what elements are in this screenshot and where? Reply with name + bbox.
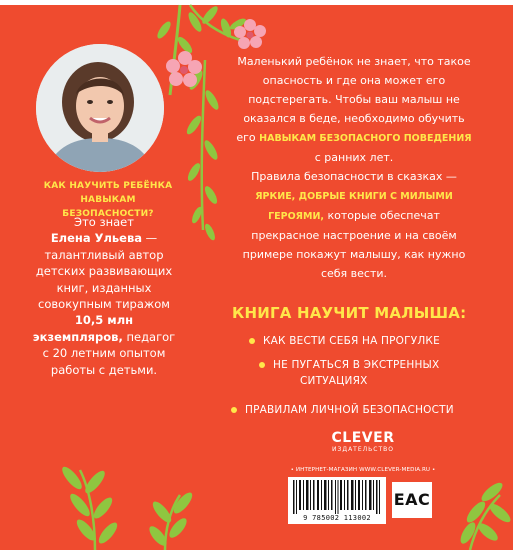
teach-item-continuation [300, 374, 367, 389]
description-p2-end: которые обеспечат прекрасное настроение и на своём примере покажут малышу, как нужно себя вести. [242, 209, 466, 280]
author-portrait-image [36, 44, 164, 172]
teach-item-text: СИТУАЦИЯХ [300, 375, 368, 387]
eac-certification-mark: EAC [392, 482, 432, 518]
teach-item-text: КАК ВЕСТИ СЕБЯ НА ПРОГУЛКЕ [263, 335, 440, 347]
book-description [234, 52, 474, 283]
teach-item [245, 403, 454, 418]
teach-item-text: НЕ ПУГАТЬСЯ В ЭКСТРЕННЫХ [273, 359, 440, 371]
barcode-digits: 9 785002 113002 [303, 514, 371, 522]
bullet-dot [259, 362, 265, 368]
author-intro: Это знает [74, 215, 134, 229]
description-highlight-2: ЯРКИЕ, ДОБРЫЕ КНИГИ С МИЛЫМИ ГЕРОЯМИ, [255, 191, 453, 222]
author-name: Елена Ульева [50, 231, 143, 246]
bullet-dot [249, 338, 255, 344]
description-p1-end: с ранних лет. [314, 151, 394, 164]
author-bio [28, 214, 180, 378]
publisher-logo: CLEVER [331, 430, 395, 446]
description-highlight-1: НАВЫКАМ БЕЗОПАСНОГО ПОВЕДЕНИЯ [259, 133, 472, 144]
author-circulation: 10,5 млн экземпляров, [32, 313, 134, 344]
teach-item-text: ПРАВИЛАМ ЛИЧНОЙ БЕЗОПАСНОСТИ [245, 404, 454, 416]
author-bio-part2: педагог с 20 летним опытом работы с детьми. [42, 329, 176, 377]
author-photo [36, 44, 164, 172]
author-bio-part1: — талантливый автор детских развивающих книг, изданных совокупным тиражом [35, 231, 173, 312]
bullet-dot [231, 407, 237, 413]
barcode-bars [293, 480, 381, 514]
teach-item [263, 334, 440, 349]
author-question: КАК НАУЧИТЬ РЕБЁНКА НАВЫКАМ БЕЗОПАСНОСТИ? [43, 181, 173, 219]
publisher-logo-subtitle: ИЗДАТЕЛЬСТВО [332, 446, 394, 453]
online-shop-url: • ИНТЕРНЕТ-МАГАЗИН WWW.CLEVER-MEDIA.RU • [290, 467, 436, 473]
teaches-title: КНИГА НАУЧИТ МАЛЫША: [232, 304, 467, 322]
description-p1: Маленький ребёнок не знает, что такое опасность и где она может его подстерегать. Чтобы ваш малыш не оказался в беде, необходимо обучить его [236, 55, 471, 144]
teach-item [273, 358, 439, 373]
isbn-barcode [288, 477, 386, 524]
description-p2: Правила безопасности в сказках — [251, 170, 457, 183]
